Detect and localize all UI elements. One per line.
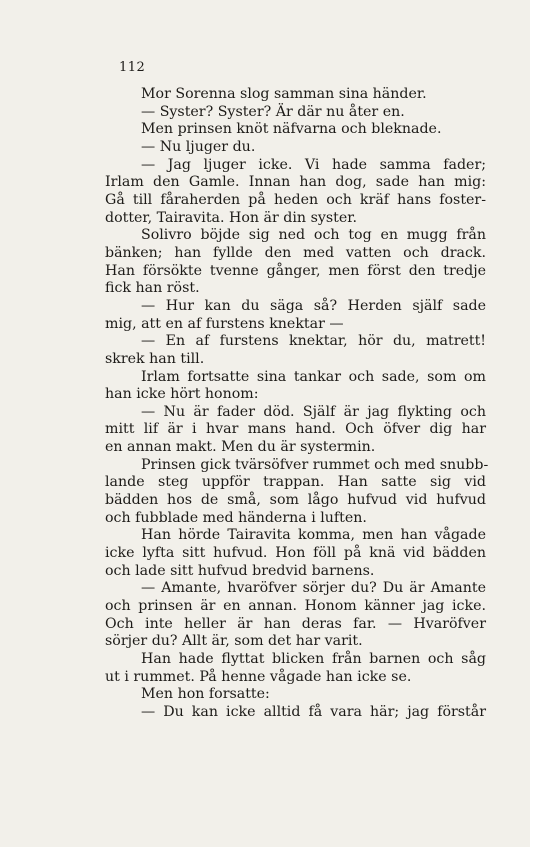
text-line: han icke hört honom:	[105, 386, 259, 403]
text-line: och fubblade med händerna i luften.	[105, 509, 367, 526]
text-line: Irlam den Gamle. Innan han dog, sade han mig:	[105, 174, 486, 191]
text-line: — Amante, hvaröfver sörjer du? Du är Amante	[141, 580, 486, 597]
text-line: — Hur kan du säga så? Herden själf sade	[141, 297, 486, 314]
text-line: dotter, Tairavita. Hon är din syster.	[105, 209, 357, 226]
text-line: Prinsen gick tvärsöfver rummet och med snubb-	[141, 456, 489, 473]
body-text	[105, 86, 489, 722]
text-line: Och inte heller är han deras far. — Hvaröfver	[105, 615, 486, 632]
text-line: — En af furstens knektar, hör du, matrett!	[141, 333, 486, 350]
text-line: mitt lif är i hvar mans hand. Och öfver dig har	[105, 421, 486, 438]
text-line: Irlam fortsatte sina tankar och sade, som om	[141, 368, 486, 385]
text-line: — Syster? Syster? Är där nu åter en.	[141, 103, 405, 120]
text-line: bänken; han fyllde den med vatten och drack.	[105, 244, 486, 261]
text-line: — Nu ljuger du.	[141, 138, 256, 155]
text-line: — Nu är fader död. Själf är jag flykting och	[141, 403, 486, 420]
text-line: och lade sitt hufvud bredvid barnens.	[105, 562, 375, 579]
text-line: Han hörde Tairavita komma, men han vågade	[141, 527, 486, 544]
text-line: Men hon forsatte:	[141, 686, 270, 703]
text-line: och prinsen är en annan. Honom känner jag icke.	[105, 598, 486, 615]
text-line: Solivro böjde sig ned och tog en mugg från	[141, 227, 486, 244]
text-line: lande steg uppför trappan. Han satte sig vid	[105, 474, 486, 491]
text-line: icke lyfta sitt hufvud. Hon föll på knä vid bädden	[105, 545, 486, 562]
text-line: bädden hos de små, som lågo hufvud vid hufvud	[105, 492, 486, 509]
text-line: — Jag ljuger icke. Vi hade samma fader;	[141, 156, 486, 173]
text-line: Han försökte tvenne gånger, men först den tredje	[105, 262, 486, 279]
text-line: sörjer du? Allt är, som det har varit.	[105, 633, 363, 650]
text-line: skrek han till.	[105, 350, 205, 367]
text-line: — Du kan icke alltid få vara här; jag förstår	[141, 703, 486, 720]
text-line: Gå till fåraherden på heden och kräf hans foster-	[105, 191, 486, 208]
text-line: ut i rummet. På henne vågade han icke se.	[105, 668, 412, 685]
text-line: fick han röst.	[105, 280, 200, 297]
text-line: Han hade flyttat blicken från barnen och såg	[141, 651, 486, 667]
page-number: 112	[119, 60, 146, 75]
text-line: mig, att en af furstens knektar —	[105, 315, 344, 332]
text-line: Mor Sorenna slog samman sina händer.	[141, 86, 427, 102]
text-line: Men prinsen knöt näfvarna och bleknade.	[141, 121, 442, 138]
text-line: en annan makt. Men du är systermin.	[105, 439, 376, 456]
